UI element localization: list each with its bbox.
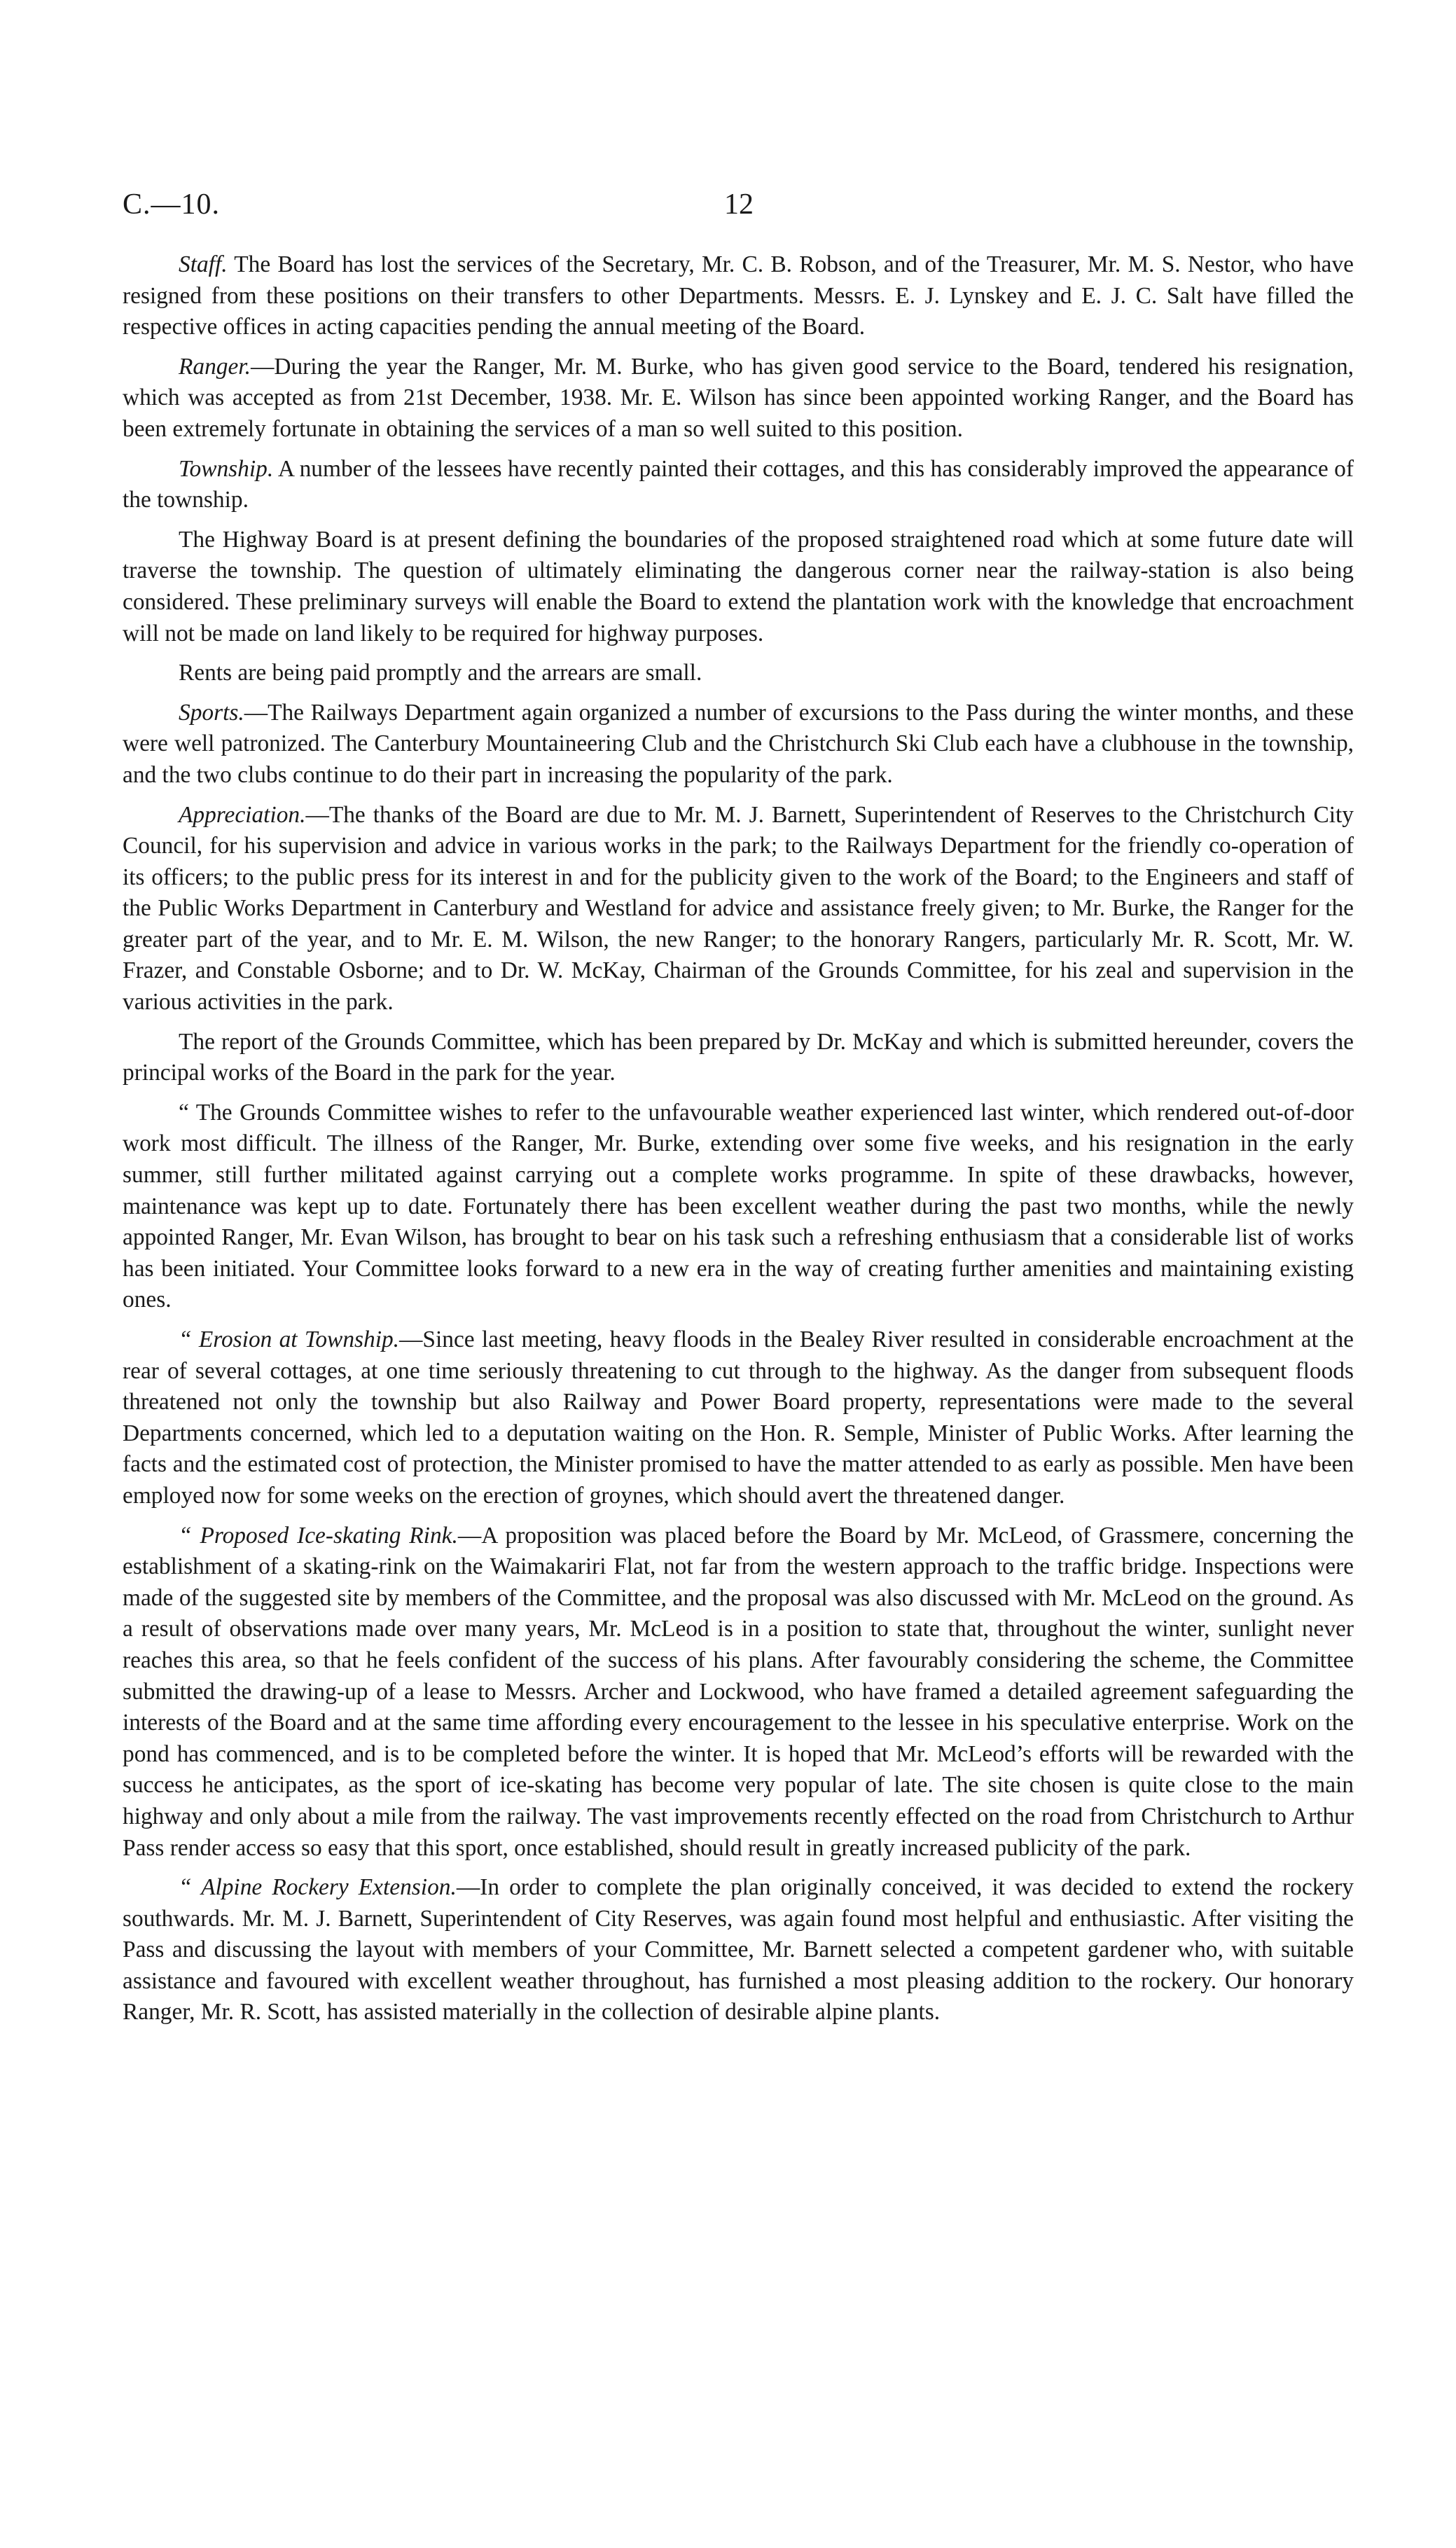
paragraph-text: The report of the Grounds Committee, which has been prepared by Dr. McKay and which is submitted hereunder, covers the principal works of the Board in the park for the year. (123, 1028, 1354, 1086)
paragraph-grounds-committee (123, 1098, 1354, 1316)
paragraph-erosion (123, 1324, 1354, 1512)
paragraph-grounds-report-intro (123, 1027, 1354, 1089)
paragraph-text: —In order to complete the plan originally conceived, it was decided to extend the rockery southwards. Mr. M. J. Barnett, Superintendent of City Reserves, was again found most helpful and enthusiastic. After visiting the Pass and discussing the layout with members of your Committee, Mr. Barnett selected a competent gardener who, with suitable assistance and favoured with excellent weather throughout, has furnished a most pleasing addition to the rockery. Our honorary Ranger, Mr. R. Scott, has assisted materially in the collection of desirable alpine plants. (123, 1874, 1354, 2026)
section-lead: Sports. (179, 699, 244, 726)
paragraph-text: —The Railways Department again organized a number of excursions to the Pass during the winter months, and these were well patronized. The Canterbury Mountaineering Club and the Christchurch Ski Club each have a clubhouse in the township, and the two clubs continue to do their part in increasing the popularity of the park. (123, 699, 1354, 788)
page-header (123, 188, 1354, 230)
paragraph-township (123, 454, 1354, 516)
paragraph-alpine-rockery (123, 1872, 1354, 2028)
report-body (123, 249, 1354, 2037)
paragraph-rents (123, 658, 1354, 689)
paragraph-text: The Board has lost the services of the Secretary, Mr. C. B. Robson, and of the Treasurer, Mr. M. S. Nestor, who have resigned from these positions on their transfers to other Departments. Messrs. E. J. Lynskey and E. J. C. Salt have filled the respective offices in acting capacities pending the annual meeting of the Board. (123, 251, 1354, 340)
document-reference: C.—10. (123, 188, 221, 221)
paragraph-ice-skating-rink (123, 1521, 1354, 1864)
paragraph-text: —During the year the Ranger, Mr. M. Burke, who has given good service to the Board, tendered his resignation, which was accepted as from 21st December, 1938. Mr. E. Wilson has since been appointed working Ranger, and the Board has been extremely fortunate in obtaining the services of a man so well suited to this position. (123, 353, 1354, 442)
paragraph-staff (123, 249, 1354, 343)
page-number: 12 (724, 188, 754, 221)
section-lead: Ranger. (179, 353, 251, 380)
section-lead: “ Alpine Rockery Extension. (179, 1874, 457, 1901)
paragraph-text: A number of the lessees have recently painted their cottages, and this has considerably improved the appearance of the township. (123, 455, 1354, 513)
paragraph-text: The Highway Board is at present defining the boundaries of the proposed straightened road which at some future date will traverse the township. The question of ultimately eliminating the dangerous corner near the railway-station is also being considered. These preliminary surveys will enable the Board to extend the plantation work with the knowledge that encroachment will not be made on land likely to be required for highway purposes. (123, 526, 1354, 646)
section-lead: Township. (179, 455, 274, 482)
section-lead: Staff. (179, 251, 228, 277)
paragraph-sports (123, 698, 1354, 791)
section-lead: “ Erosion at Township. (179, 1327, 400, 1352)
paragraph-text: Rents are being paid promptly and the arrears are small. (179, 660, 702, 686)
paragraph-highway-board (123, 525, 1354, 649)
paragraph-text: —The thanks of the Board are due to Mr. M. J. Barnett, Superintendent of Reserves to the Christchurch City Council, for his supervision and advice in various works in the park; to the Railways Department for the friendly co-operation of its officers; to the public press for its interest in and for the publicity given to the work of the Board; to the Engineers and staff of the Public Works Department in Canterbury and Westland for advice and assistance freely given; to Mr. Burke, the Ranger for the greater part of the year, and to Mr. E. M. Wilson, the new Ranger; to the honorary Rangers, particularly Mr. R. Scott, Mr. W. Frazer, and Constable Osborne; and to Dr. W. McKay, Chairman of the Grounds Committee, for his zeal and supervision in the various activities in the park. (123, 801, 1354, 1016)
paragraph-text: —A proposition was placed before the Board by Mr. McLeod, of Grassmere, concerning the establishment of a skating-rink on the Waimakariri Flat, not far from the western approach to the traffic bridge. Inspections were made of the suggested site by members of the Committee, and the proposal was also discussed with Mr. McLeod on the ground. As a result of observations made over many years, Mr. McLeod is in a position to state that, throughout the winter, sunlight never reaches this area, so that he feels confident of the success of his plans. After favourably considering the scheme, the Committee submitted the drawing-up of a lease to Messrs. Archer and Lockwood, who have framed a detailed agreement safeguarding the interests of the Board and at the same time affording every encouragement to the lessee in his speculative enterprise. Work on the pond has commenced, and is to be completed before the winter. It is hoped that Mr. McLeod’s efforts will be rewarded with the success he anticipates, as the sport of ice-skating has become very popular of late. The site chosen is quite close to the main highway and only about a mile from the railway. The vast improvements recently effected on the road from Christchurch to Arthur Pass render access so easy that this sport, once established, should result in greatly increased publicity of the park. (123, 1522, 1354, 1861)
paragraph-ranger (123, 352, 1354, 445)
paragraph-text: “ The Grounds Committee wishes to refer to the unfavourable weather experienced last winter, which rendered out-of-door work most difficult. The illness of the Ranger, Mr. Burke, extending over some five weeks, and his resignation in the early summer, still further militated against carrying out a complete works programme. In spite of these drawbacks, however, maintenance was kept up to date. Fortunately there has been excellent weather during the past two months, while the newly appointed Ranger, Mr. Evan Wilson, has brought to bear on his task such a refreshing enthusiasm that a considerable list of works has been initiated. Your Committee looks forward to a new era in the way of creating further amenities and maintaining existing ones. (123, 1099, 1354, 1313)
section-lead: Appreciation. (179, 801, 306, 828)
paragraph-appreciation (123, 800, 1354, 1018)
section-lead: “ Proposed Ice-skating Rink. (179, 1522, 458, 1549)
paragraph-text: —Since last meeting, heavy floods in the Bealey River resulted in considerable encroachment at the rear of several cottages, at one time seriously threatening to cut through to the highway. As the danger from subsequent floods threatened not only the township but also Railway and Power Board property, representations were made to the several Departments concerned, which led to a deputation waiting on the Hon. R. Semple, Minister of Public Works. After learning the facts and the estimated cost of protection, the Minister promised to have the matter attended to as early as possible. Men have been employed now for some weeks on the erection of groynes, which should avert the threatened danger. (123, 1327, 1354, 1509)
